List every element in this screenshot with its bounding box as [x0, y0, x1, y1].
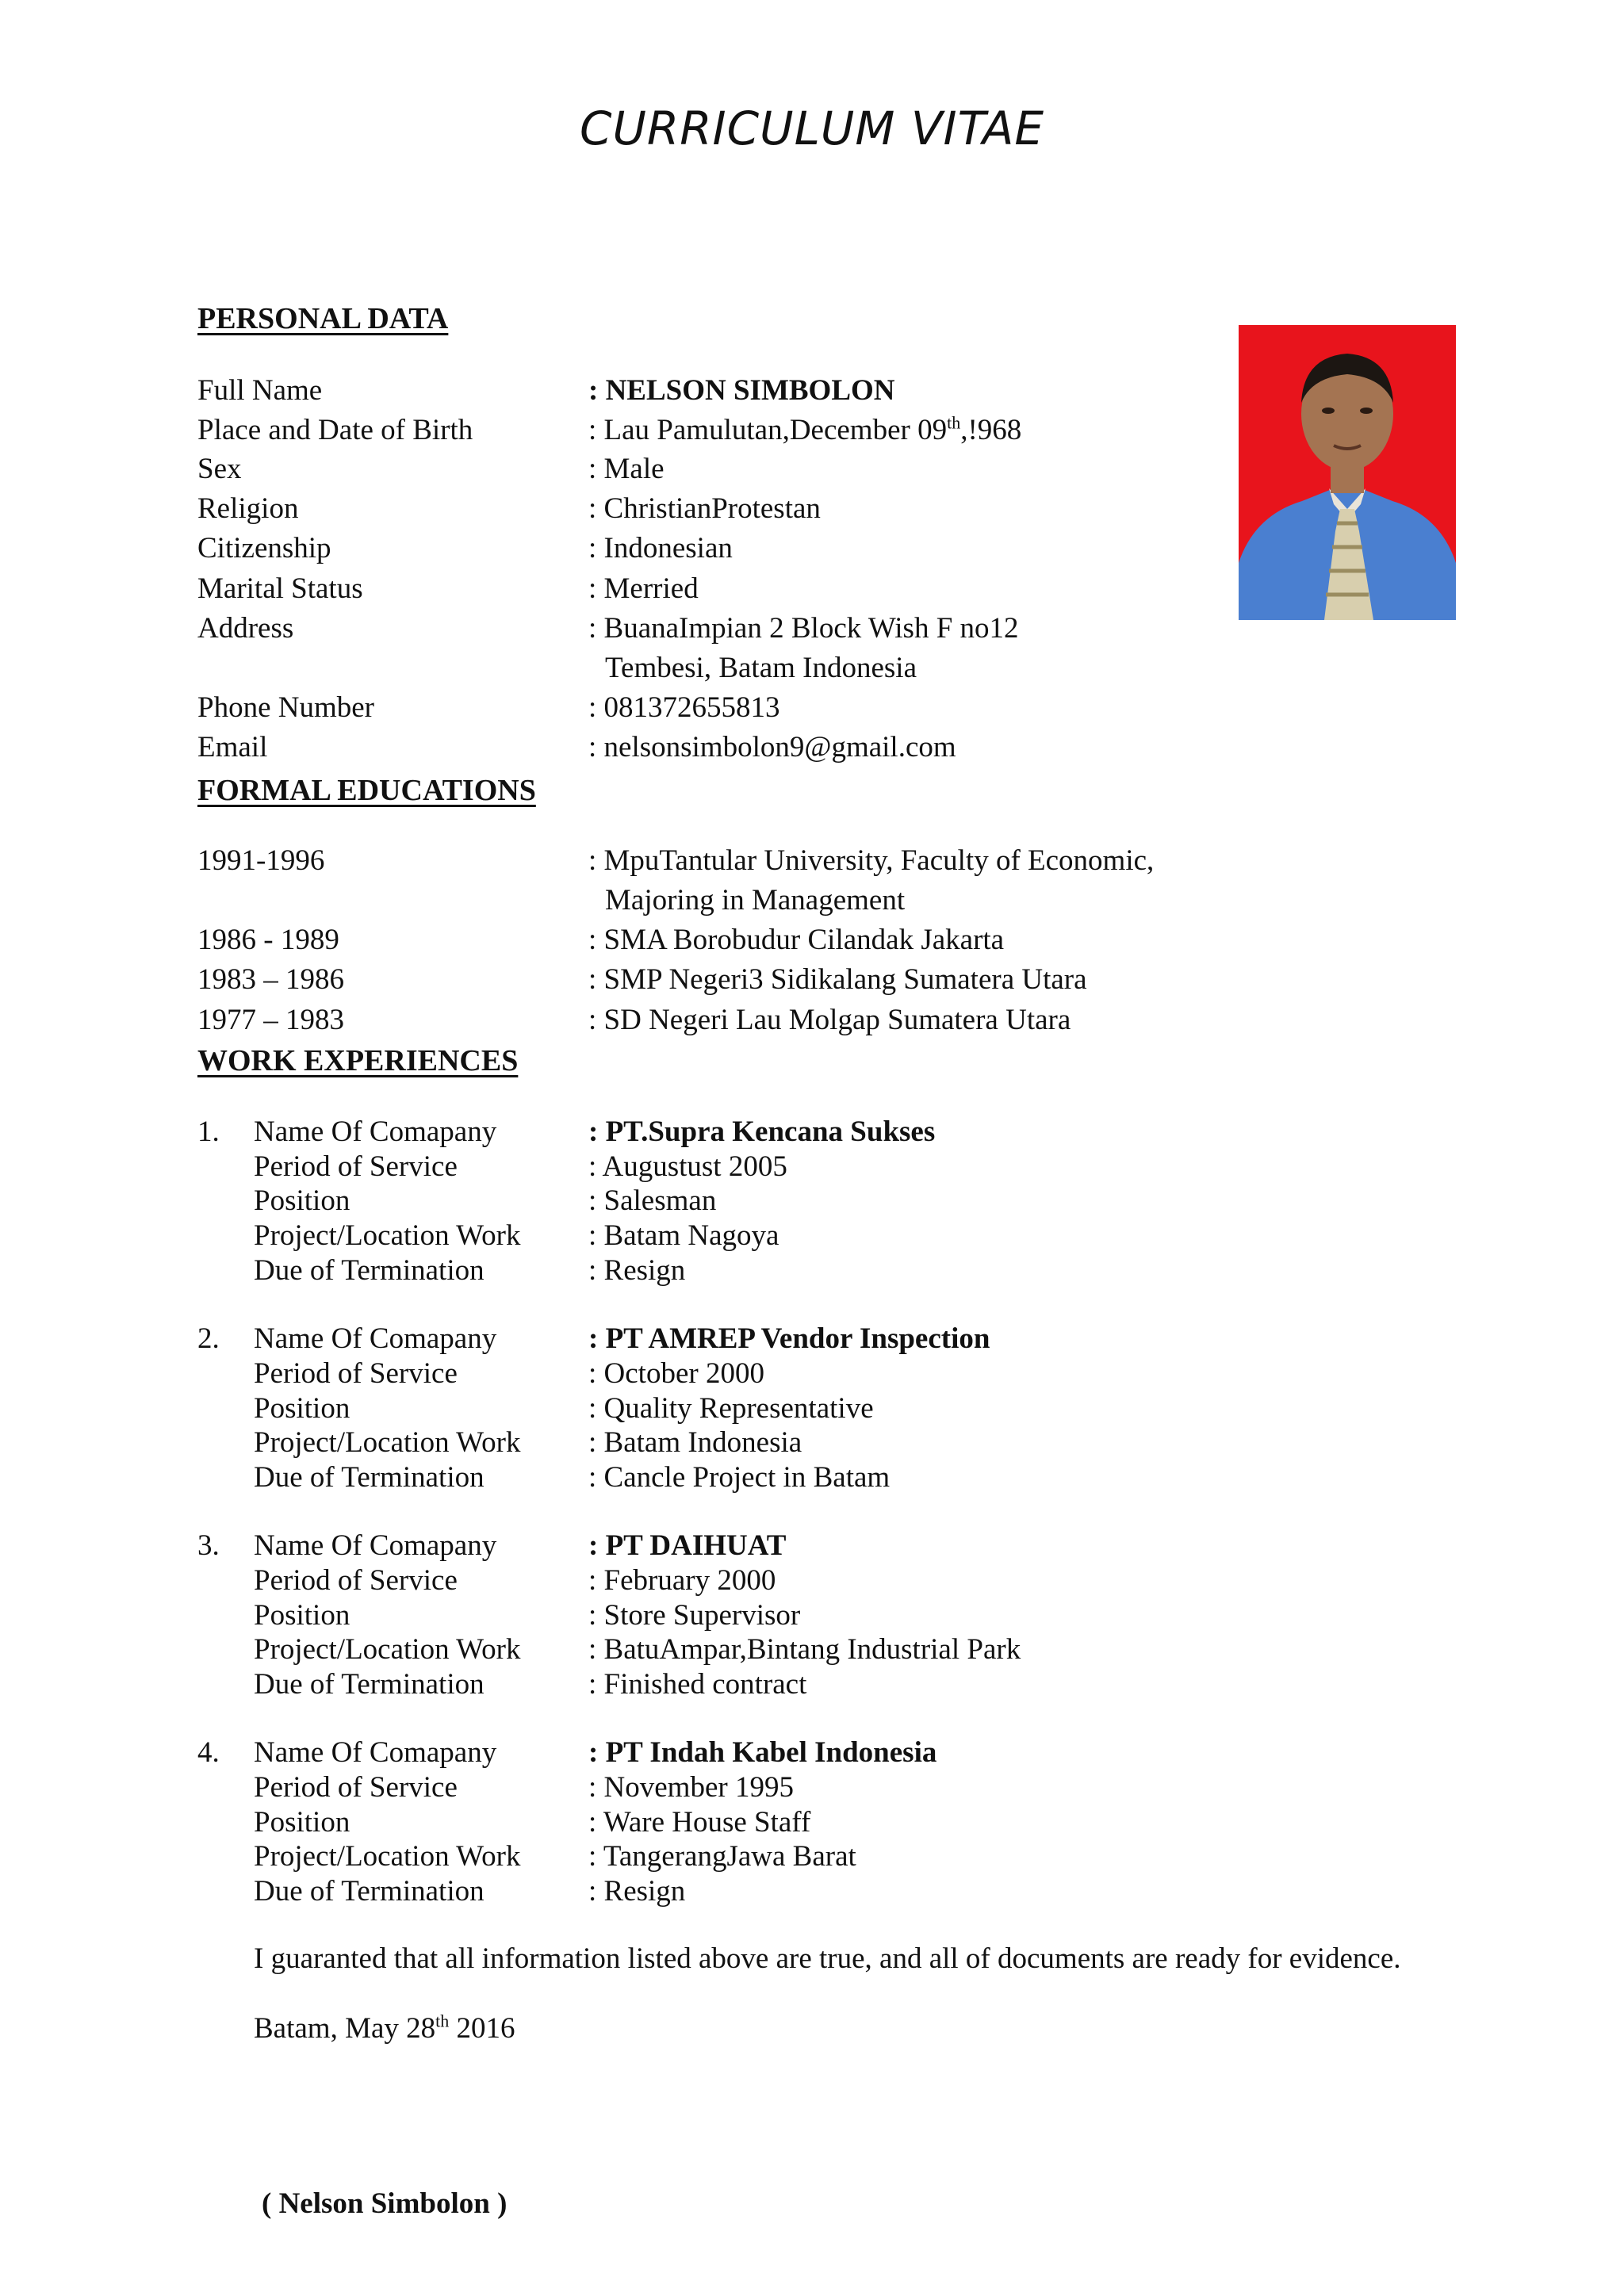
location-value: : TangerangJawa Barat — [588, 1840, 856, 1873]
position-label: Position — [254, 1184, 350, 1217]
position-label: Position — [254, 1599, 350, 1632]
position-value: : Store Supervisor — [588, 1599, 801, 1632]
citizenship-label: Citizenship — [197, 532, 331, 564]
education-detail: Majoring in Management — [605, 884, 906, 916]
education-years: 1991-1996 — [197, 844, 325, 877]
education-years: 1986 - 1989 — [197, 924, 339, 956]
job-number: 2. — [197, 1322, 220, 1355]
citizenship-value: : Indonesian — [588, 532, 733, 564]
position-value: : Quality Representative — [588, 1392, 874, 1425]
declaration-statement: I guaranted that all information listed above are true, and all of documents are ready for evidence. — [254, 1942, 1401, 1975]
termination-label: Due of Termination — [254, 1875, 485, 1908]
sex-label: Sex — [197, 453, 242, 485]
address-label: Address — [197, 612, 294, 645]
marital-status-label: Marital Status — [197, 572, 363, 605]
location-value: : Batam Indonesia — [588, 1426, 802, 1459]
full-name-value: : NELSON SIMBOLON — [588, 374, 895, 407]
education-years: 1983 – 1986 — [197, 963, 344, 996]
termination-label: Due of Termination — [254, 1461, 485, 1494]
religion-label: Religion — [197, 492, 299, 525]
termination-value: : Finished contract — [588, 1668, 807, 1701]
period-value: : February 2000 — [588, 1564, 776, 1597]
education-institution: : SMP Negeri3 Sidikalang Sumatera Utara — [588, 963, 1087, 996]
phone-value: : 081372655813 — [588, 691, 780, 724]
education-institution: : SMA Borobudur Cilandak Jakarta — [588, 924, 1005, 956]
termination-label: Due of Termination — [254, 1668, 485, 1701]
termination-value: : Resign — [588, 1254, 686, 1287]
education-institution: : SD Negeri Lau Molgap Sumatera Utara — [588, 1004, 1071, 1036]
termination-value: : Resign — [588, 1875, 686, 1908]
termination-value: : Cancle Project in Batam — [588, 1461, 891, 1494]
personal-data-heading: PERSONAL DATA — [197, 302, 449, 335]
education-years: 1977 – 1983 — [197, 1004, 344, 1036]
marital-status-value: : Merried — [588, 572, 699, 605]
position-value: : Ware House Staff — [588, 1806, 811, 1839]
company-label: Name Of Comapany — [254, 1736, 497, 1769]
place-date-suffix: 2016 — [449, 2012, 515, 2045]
location-value: : Batam Nagoya — [588, 1219, 779, 1252]
address-line1: : BuanaImpian 2 Block Wish F no12 — [588, 612, 1019, 645]
birth-value-suffix: ,!968 — [960, 414, 1022, 446]
period-label: Period of Service — [254, 1357, 458, 1390]
period-value: : October 2000 — [588, 1357, 764, 1390]
place-and-date — [254, 2010, 515, 2048]
document-title: CURRICULUM VITAE — [579, 101, 1045, 155]
birth-label: Place and Date of Birth — [197, 414, 473, 446]
location-label: Project/Location Work — [254, 1426, 521, 1459]
period-value: : Augustust 2005 — [588, 1150, 787, 1183]
sex-value: : Male — [588, 453, 665, 485]
education-institution: : MpuTantular University, Faculty of Economic, — [588, 844, 1155, 877]
company-value: : PT AMREP Vendor Inspection — [588, 1322, 990, 1355]
period-value: : November 1995 — [588, 1771, 794, 1804]
position-value: : Salesman — [588, 1184, 717, 1217]
company-value: : PT DAIHUAT — [588, 1529, 787, 1562]
location-label: Project/Location Work — [254, 1219, 521, 1252]
company-label: Name Of Comapany — [254, 1322, 497, 1355]
birth-value-sup: th — [947, 412, 961, 433]
left-eye — [1322, 408, 1335, 414]
job-number: 1. — [197, 1115, 220, 1148]
period-label: Period of Service — [254, 1564, 458, 1597]
place-date-prefix: Batam, May 28 — [254, 2012, 436, 2045]
full-name-label: Full Name — [197, 374, 323, 407]
period-label: Period of Service — [254, 1150, 458, 1183]
phone-label: Phone Number — [197, 691, 374, 724]
company-label: Name Of Comapany — [254, 1115, 497, 1148]
position-label: Position — [254, 1806, 350, 1839]
signature-name: ( Nelson Simbolon ) — [262, 2187, 508, 2220]
right-eye — [1360, 408, 1373, 414]
location-value: : BatuAmpar,Bintang Industrial Park — [588, 1633, 1021, 1666]
address-line2: Tembesi, Batam Indonesia — [605, 652, 917, 684]
position-label: Position — [254, 1392, 350, 1425]
birth-value-prefix: : Lau Pamulutan,December 09 — [588, 414, 948, 446]
period-label: Period of Service — [254, 1771, 458, 1804]
termination-label: Due of Termination — [254, 1254, 485, 1287]
job-number: 4. — [197, 1736, 220, 1769]
company-label: Name Of Comapany — [254, 1529, 497, 1562]
company-value: : PT.Supra Kencana Sukses — [588, 1115, 936, 1148]
job-number: 3. — [197, 1529, 220, 1562]
email-value: : nelsonsimbolon9@gmail.com — [588, 731, 956, 763]
religion-value: : ChristianProtestan — [588, 492, 821, 525]
place-date-sup: th — [435, 2011, 450, 2031]
work-heading: WORK EXPERIENCES — [197, 1044, 519, 1077]
location-label: Project/Location Work — [254, 1840, 521, 1873]
profile-photo — [1239, 325, 1456, 620]
birth-value — [588, 411, 1021, 450]
education-heading: FORMAL EDUCATIONS — [197, 774, 536, 807]
company-value: : PT Indah Kabel Indonesia — [588, 1736, 937, 1769]
email-label: Email — [197, 731, 268, 763]
portrait-image — [1239, 325, 1456, 620]
location-label: Project/Location Work — [254, 1633, 521, 1666]
